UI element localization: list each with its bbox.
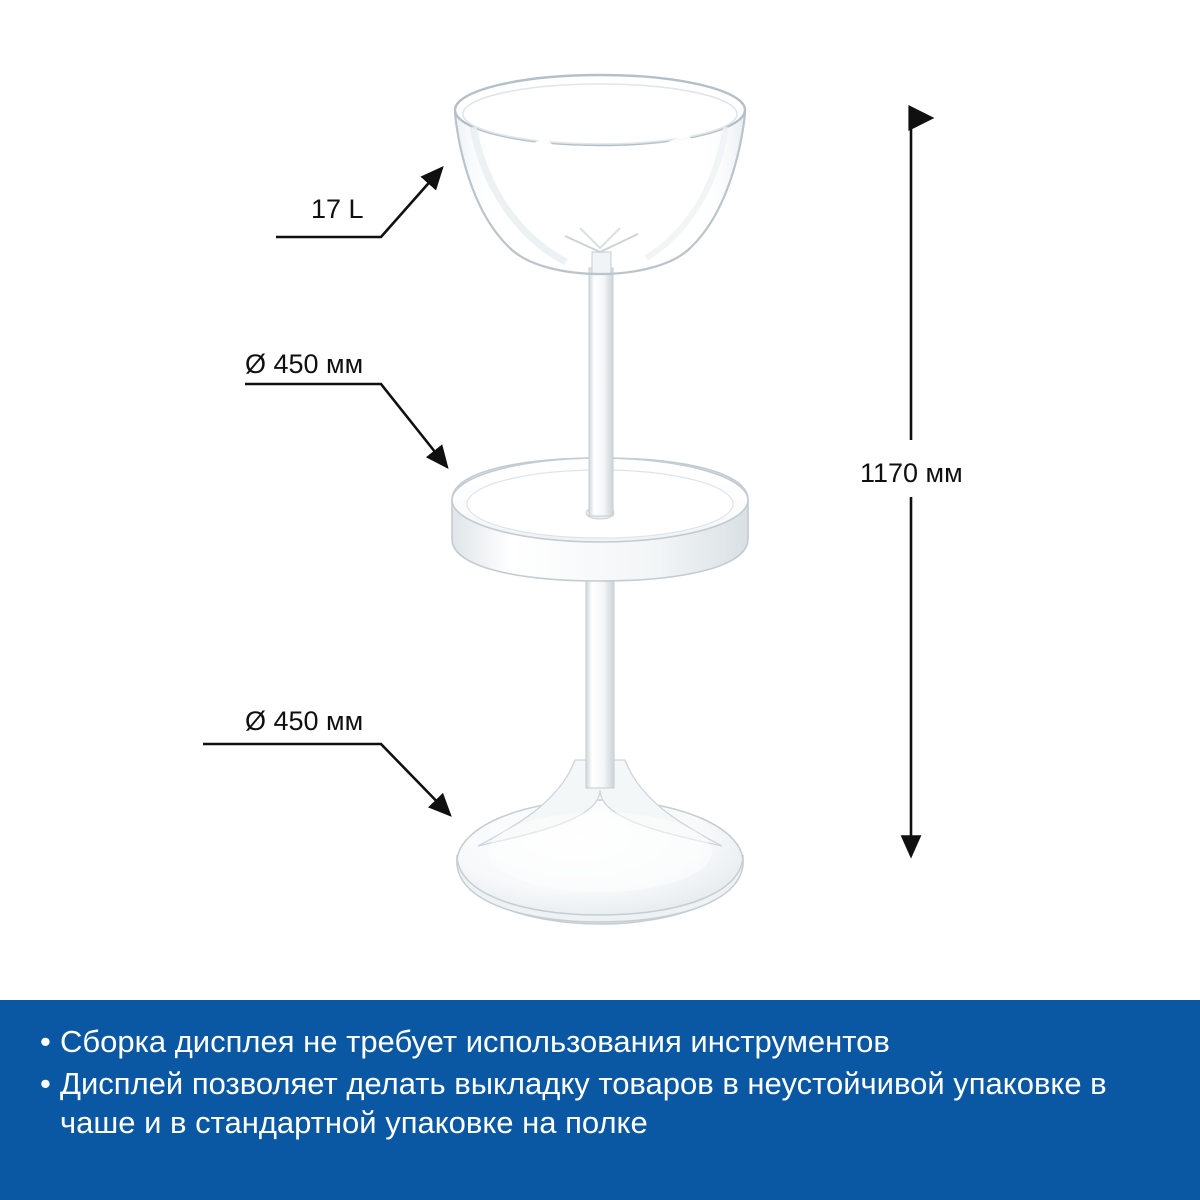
features-banner [0, 1000, 1200, 1200]
bullet-icon: • [40, 1024, 51, 1059]
dimension-label-total-height: 1170 мм [860, 458, 963, 488]
annotation-label-shelf-diameter: Ø 450 мм [245, 349, 364, 379]
transparent-bowl [455, 75, 745, 274]
annotation-base-diameter [203, 706, 450, 815]
upper-stem [589, 252, 613, 516]
annotation-bowl-capacity [276, 168, 442, 237]
feature-item [40, 1064, 1160, 1143]
feature-item [40, 1022, 1160, 1062]
product-illustration [452, 75, 748, 924]
bullet-icon: • [40, 1065, 51, 1101]
feature-text: Сборка дисплея не требует использования инструментов [60, 1024, 890, 1059]
feature-text: Дисплей позволяет делать выкладку товаров в неустойчивой упаковке в чаше и в стандартной упаковке на полке [60, 1065, 1107, 1141]
lower-stem [586, 556, 614, 788]
annotation-shelf-diameter [245, 349, 447, 467]
annotation-label-base-diameter: Ø 450 мм [245, 706, 364, 736]
annotation-label-17l: 17 L [311, 194, 364, 224]
dimension-total-height [860, 118, 963, 856]
